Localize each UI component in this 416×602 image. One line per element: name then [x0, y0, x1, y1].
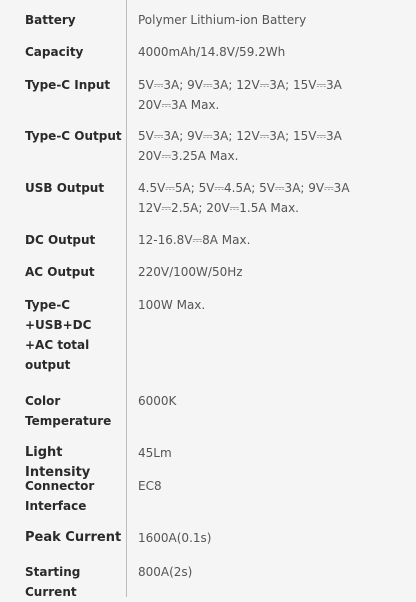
spec-label-starting-current: Starting Current [25, 565, 81, 599]
spec-label-type-c-output: Type-C Output [25, 129, 122, 143]
spec-value-ac-output [138, 262, 408, 282]
spec-value-line: 1600A(0.1s) [138, 531, 212, 545]
spec-label-capacity: Capacity [25, 45, 84, 59]
spec-label-line: Color [25, 394, 61, 408]
spec-label-color-temperature [25, 391, 123, 431]
spec-value-peak-current [138, 528, 408, 548]
spec-label-line: Type-C [25, 298, 71, 312]
spec-label-dc-output: DC Output [25, 233, 96, 247]
spec-value-usb-output [138, 178, 408, 218]
spec-value-capacity [138, 42, 408, 62]
spec-value-line: 5V⎓3A; 9V⎓3A; 12V⎓3A; 15V⎓3A [138, 78, 342, 92]
spec-label-usb-output: USB Output [25, 181, 105, 195]
spec-value-line: 4000mAh/14.8V/59.2Wh [138, 45, 286, 59]
spec-label-peak-current: Peak Current [25, 530, 122, 545]
spec-value-line: 100W Max. [138, 298, 206, 312]
spec-label-ac-output: AC Output [25, 265, 95, 279]
spec-value-line: 4.5V⎓5A; 5V⎓4.5A; 5V⎓3A; 9V⎓3A [138, 181, 350, 195]
spec-value-line: 45Lm [138, 446, 172, 460]
spec-value-type-c-input [138, 75, 408, 115]
spec-value-line: 12V⎓2.5A; 20V⎓1.5A Max. [138, 201, 299, 215]
spec-value-color-temperature [138, 391, 408, 411]
spec-label-line: +USB+DC [25, 318, 92, 332]
spec-value-light-intensity [138, 443, 408, 463]
spec-value-line: 20V⎓3.25A Max. [138, 149, 239, 163]
spec-value-line: 12-16.8V⎓8A Max. [138, 233, 251, 247]
spec-value-line: 5V⎓3A; 9V⎓3A; 12V⎓3A; 15V⎓3A [138, 129, 342, 143]
spec-value-dc-output [138, 230, 408, 250]
spec-label-connector-interface [25, 476, 123, 516]
spec-value-line: EC8 [138, 479, 162, 493]
spec-value-starting-current [138, 562, 408, 582]
spec-label-line: Temperature [25, 414, 112, 428]
spec-value-battery [138, 10, 408, 30]
spec-value-line: 20V⎓3A Max. [138, 98, 220, 112]
spec-label-line: Interface [25, 499, 87, 513]
spec-label-light-intensity: Light Intensity [25, 445, 91, 480]
spec-value-line: 6000K [138, 394, 177, 408]
spec-label-line: Connector [25, 479, 95, 493]
spec-value-type-c-output [138, 126, 408, 166]
spec-value-total-output [138, 295, 408, 315]
spec-label-type-c-input: Type-C Input [25, 78, 111, 92]
spec-label-total-output [25, 295, 123, 375]
spec-label-battery: Battery [25, 13, 76, 27]
spec-label-line: output [25, 358, 71, 372]
spec-value-connector-interface [138, 476, 408, 496]
spec-value-line: 220V/100W/50Hz [138, 265, 243, 279]
spec-value-line: 800A(2s) [138, 565, 193, 579]
spec-label-line: +AC total [25, 338, 90, 352]
column-divider [126, 0, 127, 597]
spec-value-line: Polymer Lithium-ion Battery [138, 13, 307, 27]
